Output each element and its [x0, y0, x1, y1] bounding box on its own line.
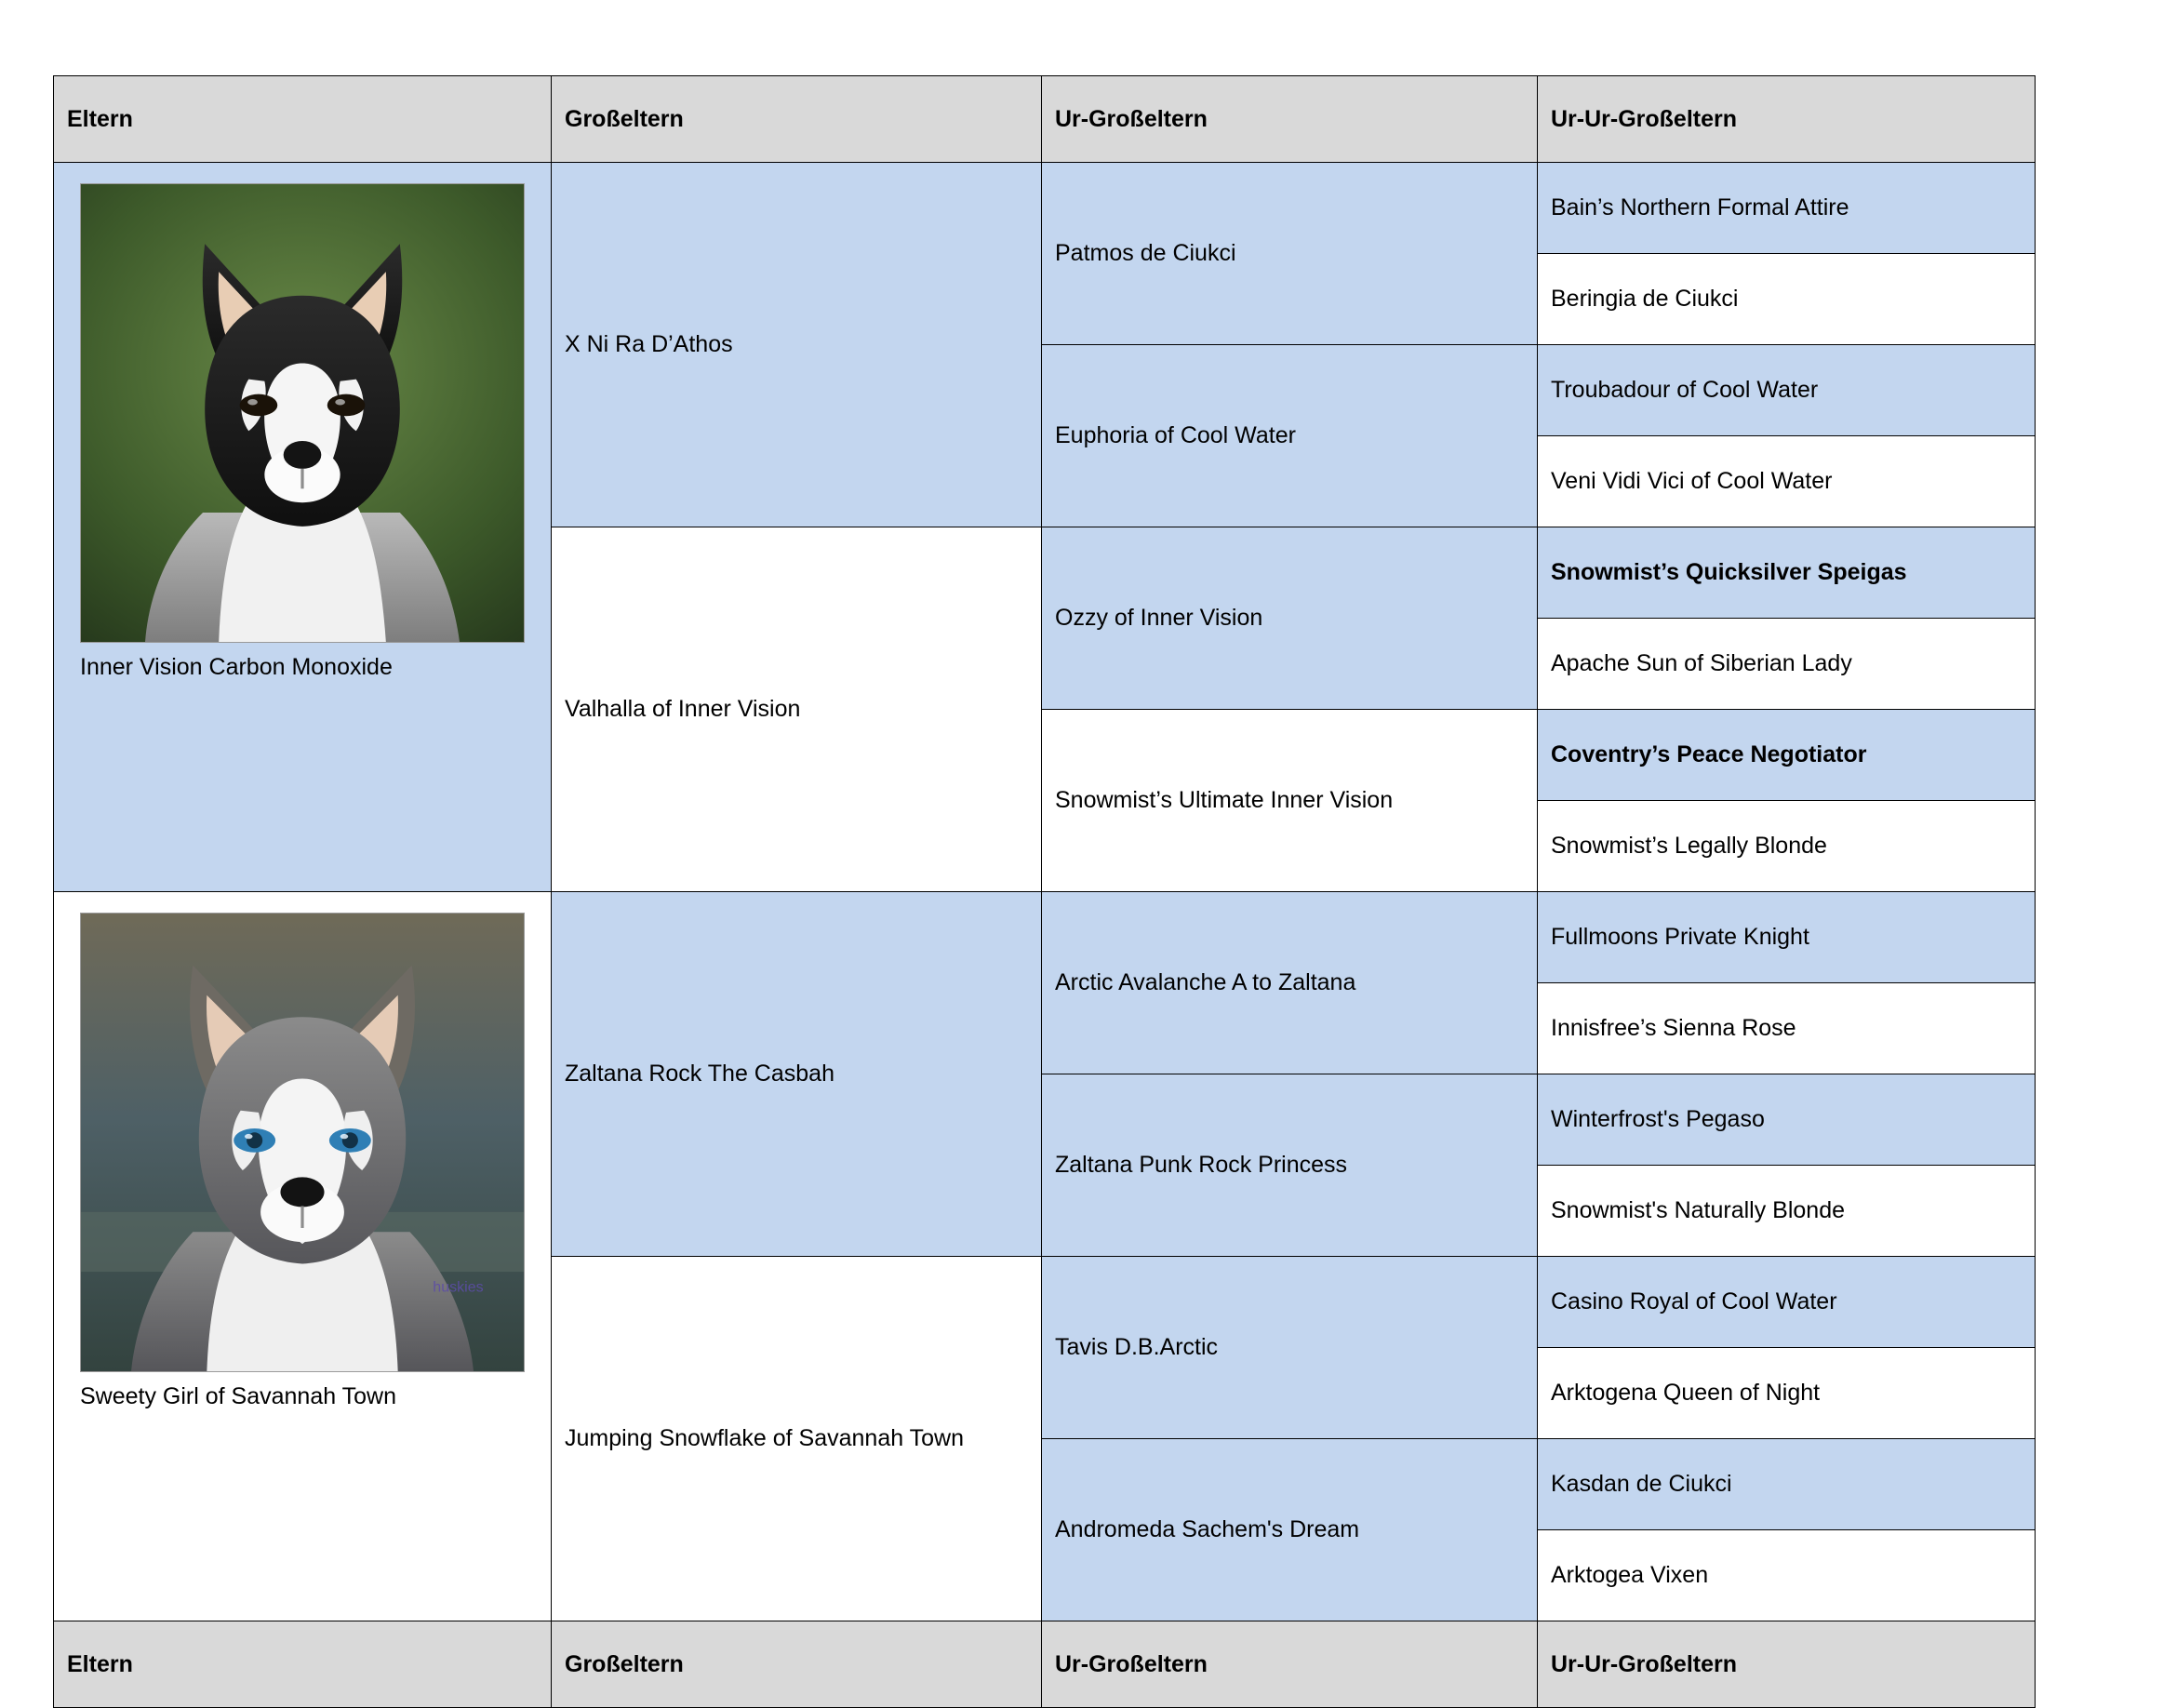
great-great-grandparent-cell: Veni Vidi Vici of Cool Water [1538, 436, 2036, 527]
great-great-grandparent-cell: Coventry’s Peace Negotiator [1538, 710, 2036, 801]
parent-2-name: Sweety Girl of Savannah Town [80, 1383, 397, 1409]
parent-cell-2 [54, 892, 552, 1621]
great-great-grandparent-cell: Beringia de Ciukci [1538, 254, 2036, 345]
footer-ur-ur-grosseltern: Ur-Ur-Großeltern [1538, 1621, 2036, 1708]
great-great-grandparent-cell: Snowmist’s Quicksilver Speigas [1538, 527, 2036, 619]
great-great-grandparent-cell: Snowmist’s Legally Blonde [1538, 801, 2036, 892]
parent-1-name: Inner Vision Carbon Monoxide [80, 654, 393, 680]
great-grandparent-cell-2-1-2: Zaltana Punk Rock Princess [1042, 1074, 1538, 1257]
great-grandparent-cell-1-1-1: Patmos de Ciukci [1042, 163, 1538, 345]
husky-grey-white-illustration [81, 914, 524, 1371]
great-great-grandparent-cell: Innisfree’s Sienna Rose [1538, 983, 2036, 1074]
great-grandparent-cell-2-1-1: Arctic Avalanche A to Zaltana [1042, 892, 1538, 1074]
grandparent-cell-1-2: Valhalla of Inner Vision [552, 527, 1042, 892]
great-great-grandparent-cell: Arktogea Vixen [1538, 1530, 2036, 1621]
great-great-grandparent-cell: Snowmist's Naturally Blonde [1538, 1166, 2036, 1257]
great-great-grandparent-cell: Kasdan de Ciukci [1538, 1439, 2036, 1530]
photo-watermark: huskies [433, 1278, 484, 1296]
footer-eltern: Eltern [54, 1621, 552, 1708]
great-great-grandparent-cell: Winterfrost's Pegaso [1538, 1074, 2036, 1166]
husky-photo-1 [80, 183, 525, 643]
great-grandparent-cell-2-2-1: Tavis D.B.Arctic [1042, 1257, 1538, 1439]
great-great-grandparent-cell: Troubadour of Cool Water [1538, 345, 2036, 436]
grandparent-cell-1-1: X Ni Ra D’Athos [552, 163, 1042, 527]
great-great-grandparent-cell: Bain’s Northern Formal Attire [1538, 163, 2036, 254]
grandparent-cell-2-1: Zaltana Rock The Casbah [552, 892, 1042, 1257]
header-eltern: Eltern [54, 76, 552, 163]
parent-cell-1 [54, 163, 552, 892]
footer-grosseltern: Großeltern [552, 1621, 1042, 1708]
husky-photo-2 [80, 913, 525, 1372]
great-great-grandparent-cell: Casino Royal of Cool Water [1538, 1257, 2036, 1348]
great-grandparent-cell-1-1-2: Euphoria of Cool Water [1042, 345, 1538, 527]
table-header-row [54, 76, 2036, 163]
great-great-grandparent-cell: Fullmoons Private Knight [1538, 892, 2036, 983]
great-grandparent-cell-1-2-1: Ozzy of Inner Vision [1042, 527, 1538, 710]
footer-ur-grosseltern: Ur-Großeltern [1042, 1621, 1538, 1708]
header-ur-ur-grosseltern: Ur-Ur-Großeltern [1538, 76, 2036, 163]
grandparent-cell-2-2: Jumping Snowflake of Savannah Town [552, 1257, 1042, 1621]
great-great-grandparent-cell: Arktogena Queen of Night [1538, 1348, 2036, 1439]
great-grandparent-cell-2-2-2: Andromeda Sachem's Dream [1042, 1439, 1538, 1621]
table-footer-row [54, 1621, 2036, 1708]
great-great-grandparent-cell: Apache Sun of Siberian Lady [1538, 619, 2036, 710]
header-grosseltern: Großeltern [552, 76, 1042, 163]
table-row [54, 163, 2036, 254]
header-ur-grosseltern: Ur-Großeltern [1042, 76, 1538, 163]
great-grandparent-cell-1-2-2: Snowmist’s Ultimate Inner Vision [1042, 710, 1538, 892]
table-row [54, 892, 2036, 983]
pedigree-table [53, 75, 2036, 1708]
husky-black-white-illustration [81, 184, 524, 642]
